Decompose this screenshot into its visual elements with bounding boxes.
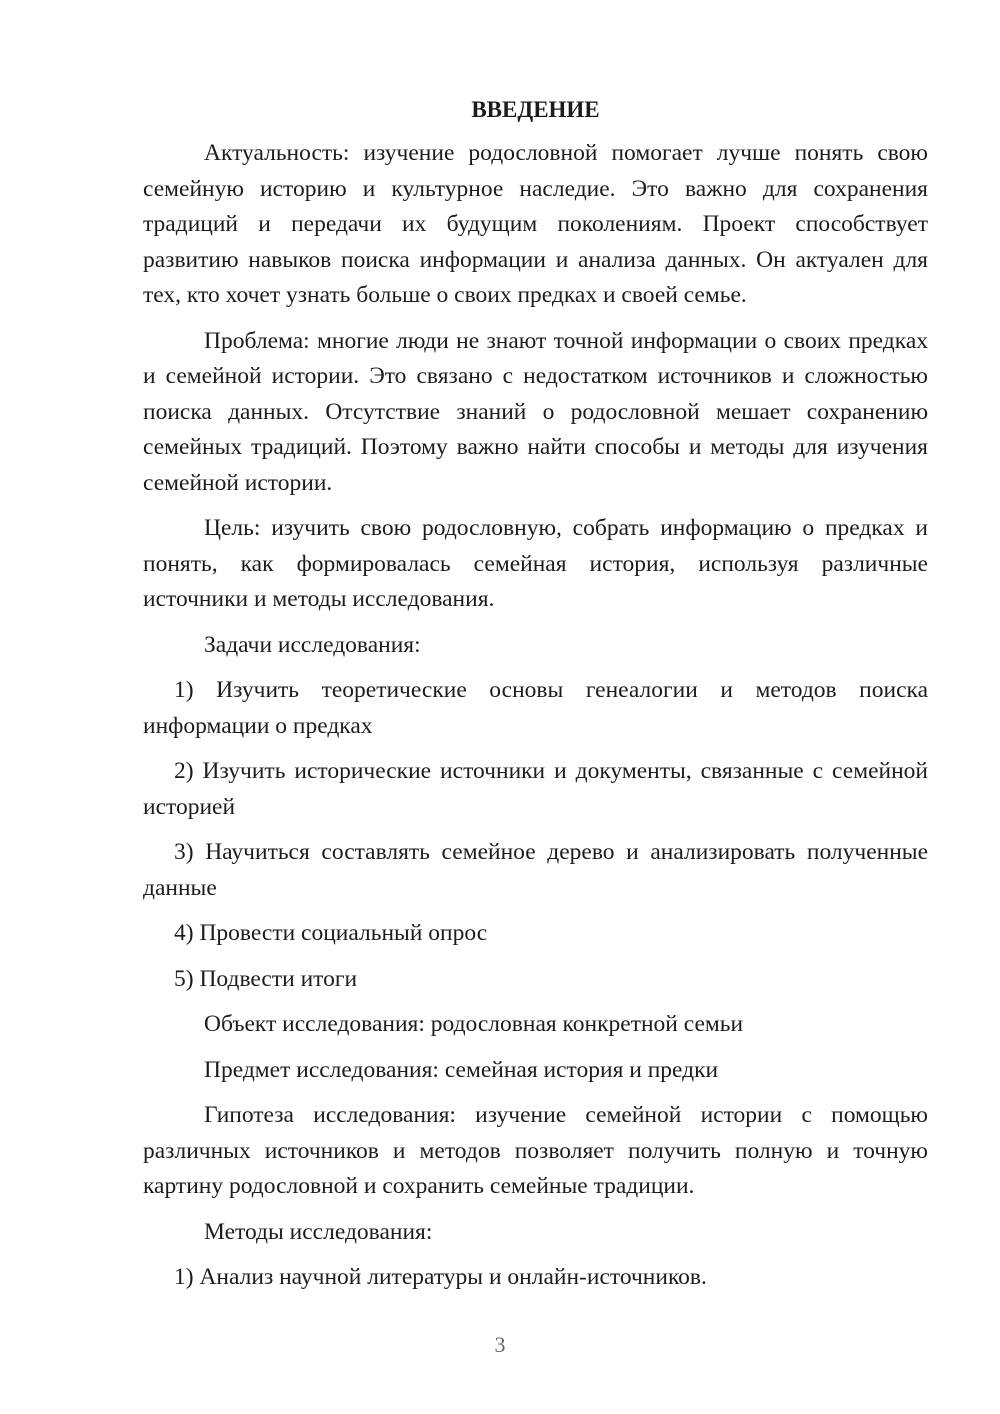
task-item: 1) Изучить теоретические основы генеалогии и методов поиска информации о предках [143,677,928,739]
page-title: ВВЕДЕНИЕ [471,97,600,122]
subject-paragraph: Предмет исследования: семейная история и предки [204,1056,719,1083]
task-item: 3) Научиться составлять семейное дерево и анализировать полученные данные [143,839,928,901]
task-item: 2) Изучить исторические источники и документы, связанные с семейной историей [143,758,928,820]
problem-paragraph: Проблема: многие люди не знают точной информации о своих предках и семейной истории. Это связано с недостатком источников и сложностью поиска данных. Отсутствие знаний о родословной мешает сохранению семейных традиций. Поэтому важно найти способы и методы для изучения семейной истории. [143,327,928,496]
goal-paragraph: Цель: изучить свою родословную, собрать информацию о предках и понять, как формировалась семейная история, используя различные источники и методы исследования. [143,515,928,612]
task-item: 4) Провести социальный опрос [174,920,488,946]
method-item: 1) Анализ научной литературы и онлайн-источников. [174,1264,707,1290]
tasks-heading: Задачи исследования: [204,631,421,658]
object-paragraph: Объект исследования: родословная конкретной семьи [204,1011,744,1037]
relevance-paragraph: Актуальность: изучение родословной помогает лучше понять свою семейную историю и культурное наследие. Это важно для сохранения традиций и передачи их будущим поколениям. Проект способствует развитию навыков поиска информации и анализа данных. Он актуален для тех, кто хочет узнать больше о своих предках и своей семье. [143,140,928,308]
methods-heading: Методы исследования: [204,1218,433,1245]
task-item: 5) Подвести итоги [174,965,358,992]
page-content [143,95,928,1306]
hypothesis-paragraph: Гипотеза исследования: изучение семейной истории с помощью различных источников и методов позволяет получить полную и точную картину родословной и сохранить семейные традиции. [143,1102,928,1199]
page-number: 3 [494,1332,506,1357]
